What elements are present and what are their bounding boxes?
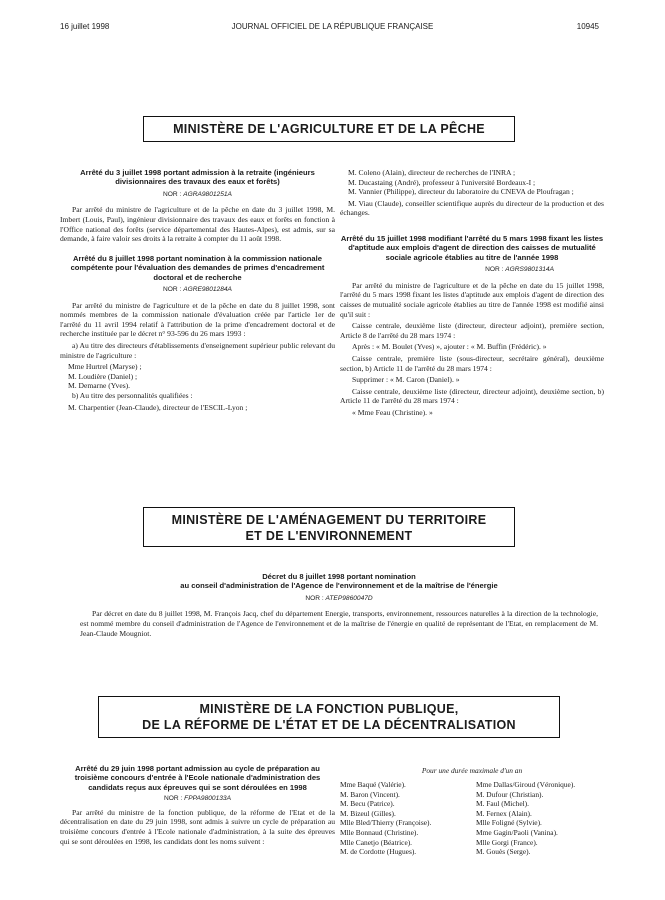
arrete-title: Arrêté du 8 juillet 1998 portant nomination à la commission nationale compétente pour l'évaluation des demandes de primes d'encadrement doctoral et de recherche	[70, 253, 325, 282]
list-item: M. Baron (Vincent).	[340, 789, 400, 799]
nor-reference: NOR : ATEP9860047D	[305, 594, 373, 602]
name-line: M. Charpentier (Jean-Claude), directeur de l'ESCIL-Lyon ;	[68, 402, 248, 412]
arrete-paragraph: Caisse centrale, première liste (sous-directeur, secrétaire général), deuxième section, b) Article 11 de l'arrêté du 28 mars 1974 :	[340, 353, 604, 373]
list-item: Mlle Foligné (Sylvie).	[476, 818, 542, 828]
list-item: Mlle Bonnaud (Christine).	[340, 827, 419, 837]
left-column-bottom	[60, 764, 335, 848]
list-heading: Pour une durée maximale d'un an	[421, 766, 523, 775]
nor-reference: NOR : FPPA9800133A	[164, 795, 231, 803]
right-column	[340, 168, 604, 420]
section-title: DE LA RÉFORME DE L'ÉTAT ET DE LA DÉCENTRALISATION	[142, 718, 516, 732]
arrete-paragraph: Supprimer : « M. Caron (Daniel). »	[352, 375, 460, 385]
section-title: MINISTÈRE DE L'AGRICULTURE ET DE LA PÊCHE	[173, 122, 485, 136]
list-item: M. Fernex (Alain).	[476, 808, 532, 818]
arrete-title: Arrêté du 3 juillet 1998 portant admission à la retraite (ingénieurs divisionnaires des travaux des eaux et forêts)	[80, 168, 315, 187]
arrete-paragraph: Après : « M. Boulet (Yves) », ajouter : « M. Buffin (Frédéric). »	[352, 342, 547, 352]
name-line: M. Viau (Claude), conseiller scientifique auprès du directeur de la production et des échanges.	[340, 198, 604, 218]
header-date: 16 juillet 1998	[60, 22, 110, 31]
list-item: Mlle Canetjo (Béatrice).	[340, 837, 413, 847]
list-item: M. Bizeul (Gilles).	[340, 808, 396, 818]
name-line: M. Ducastaing (André), professeur à l'université Bordeaux-I ;	[348, 177, 536, 187]
decret-block	[80, 572, 598, 640]
name-line: Mme Hurtrel (Maryse) ;	[68, 362, 142, 372]
arrete-paragraph: Caisse centrale, deuxième liste (directeur, directeur adjoint), première section, Article 8 de l'arrêté du 28 mars 1974 :	[340, 321, 604, 340]
section-banner-agriculture	[143, 116, 515, 142]
arrete-text: Par arrêté du ministre de la fonction publique, de la réforme de l'Etat et de la décentralisation en date du 29 juin 1998, sont admis à suivre un cycle de préparation au troisième concours d'entrée à l'Ecole nationale d'administration, à la suite des épreuves qui se sont déroulées en 1998, les candidats dont les noms suivent :	[60, 807, 335, 846]
list-item: M. de Cordotte (Hugues).	[340, 847, 417, 857]
arrete-title: Arrêté du 29 juin 1998 portant admission au cycle de préparation au troisième concours d'entrée à l'Ecole nationale d'administration des candidats reçus aux épreuves qui se sont déroulées en 1998	[74, 764, 321, 792]
name-line: M. Coleno (Alain), directeur de recherches de l'INRA ;	[348, 168, 516, 177]
list-item: Mme Dallas/Giroud (Véronique).	[476, 780, 576, 789]
nor-reference: NOR : AGRE9801284A	[163, 286, 232, 293]
arrete-paragraph: Caisse centrale, deuxième liste (directeur, directeur adjoint), deuxième section, b) Article 11 de l'arrêté du 28 mars 1974 :	[340, 386, 604, 406]
name-line: M. Loudière (Daniel) ;	[68, 371, 138, 381]
name-line: M. Vannier (Philippe), directeur du laboratoire du CNEVA de Ploufragan ;	[348, 187, 574, 197]
candidate-list	[340, 766, 604, 857]
arrete-text: Par arrêté du ministre de l'agriculture et de la pêche en date du 15 juillet 1998, l'arrêté du 5 mars 1998 fixant les listes d'aptitude aux emplois d'agent de direction des caisses de mutualité sociale agricole établies au titre de l'année 1998 est modifié ainsi qu'il suit :	[340, 280, 604, 319]
nor-reference: NOR : AGRA9801251A	[163, 190, 232, 198]
list-item: M. Dufour (Christian).	[476, 789, 544, 799]
arrete-text: Par arrêté du ministre de l'agriculture et de la pêche en date du 3 juillet 1998, M. Imbert (Louis, Paul), ingénieur divisionnaire des travaux des eaux et forêts en fonction à l'Office national des forêts (service départemental des Hautes-Alpes), est admis, sur sa demande, à faire valoir ses droits à la retraite à compter du 11 août 1998.	[60, 205, 335, 244]
arrete-paragraph: « Mme Feau (Christine). »	[352, 407, 433, 417]
nor-reference: NOR : AGRS9801314A	[485, 266, 554, 274]
decret-text: Par décret en date du 8 juillet 1998, M. François Jacq, chef du département Energie, transports, environnement, ressources naturelles à la direction de la technologie, est nommé membre du conseil d'administration de l'Agence de l'environnement et de la maîtrise de l'énergie en qualité de représentant de l'Etat, en remplacement de M. Jean-Claude Mougniot.	[80, 609, 598, 638]
decret-title: Décret du 8 juillet 1998 portant nomination	[262, 572, 416, 581]
section-banner-fonction-publique	[98, 696, 560, 738]
list-item: Mlle Bled/Thierry (Françoise).	[340, 818, 432, 828]
list-item: Mlle Gorgi (France).	[476, 837, 538, 847]
section-title: MINISTÈRE DE LA FONCTION PUBLIQUE,	[199, 702, 459, 716]
list-item: Mme Gagin/Paoli (Vanina).	[476, 827, 558, 837]
section-title: MINISTÈRE DE L'AMÉNAGEMENT DU TERRITOIRE	[171, 513, 487, 527]
candidate-list-left	[340, 780, 431, 857]
header-page-number: 10945	[576, 22, 599, 31]
candidate-list-right	[476, 780, 602, 857]
name-line: M. Demarne (Yves).	[68, 381, 131, 391]
section-banner-amenagement	[143, 507, 515, 547]
decret-title: au conseil d'administration de l'Agence de l'environnement et de la maîtrise de l'énergie	[180, 581, 498, 591]
left-column	[60, 168, 335, 412]
arrete-paragraph: a) Au titre des directeurs d'établissements d'enseignement supérieur public relevant du ministre de l'agriculture :	[60, 340, 335, 360]
list-item: M. Becu (Patrice).	[340, 799, 395, 809]
arrete-text: Par arrêté du ministre de l'agriculture et de la pêche en date du 8 juillet 1998, sont nommés membres de la commission nationale d'évaluation créée par l'article 1er de l'arrêté du 11 avril 1994 relatif à l'attribution de la prime d'encadrement doctoral et de recherche instituée par le décret n° 93-596 du 26 mars 1993 :	[60, 300, 335, 339]
list-item: M. Gouès (Serge).	[476, 847, 531, 857]
list-item: Mme Baqué (Valérie).	[340, 780, 406, 789]
list-item: M. Faul (Michel).	[476, 799, 529, 809]
header-journal-title: JOURNAL OFFICIEL DE LA RÉPUBLIQUE FRANÇAISE	[231, 22, 434, 31]
arrete-paragraph: b) Au titre des personnalités qualifiées :	[72, 390, 193, 400]
section-title: ET DE L'ENVIRONNEMENT	[245, 529, 413, 543]
arrete-title: Arrêté du 15 juillet 1998 modifiant l'arrêté du 5 mars 1998 fixant les listes d'aptitude aux emplois d'agent de direction des caisses de mutualité sociale agricole établies au titre de l'année 1998	[340, 233, 604, 262]
